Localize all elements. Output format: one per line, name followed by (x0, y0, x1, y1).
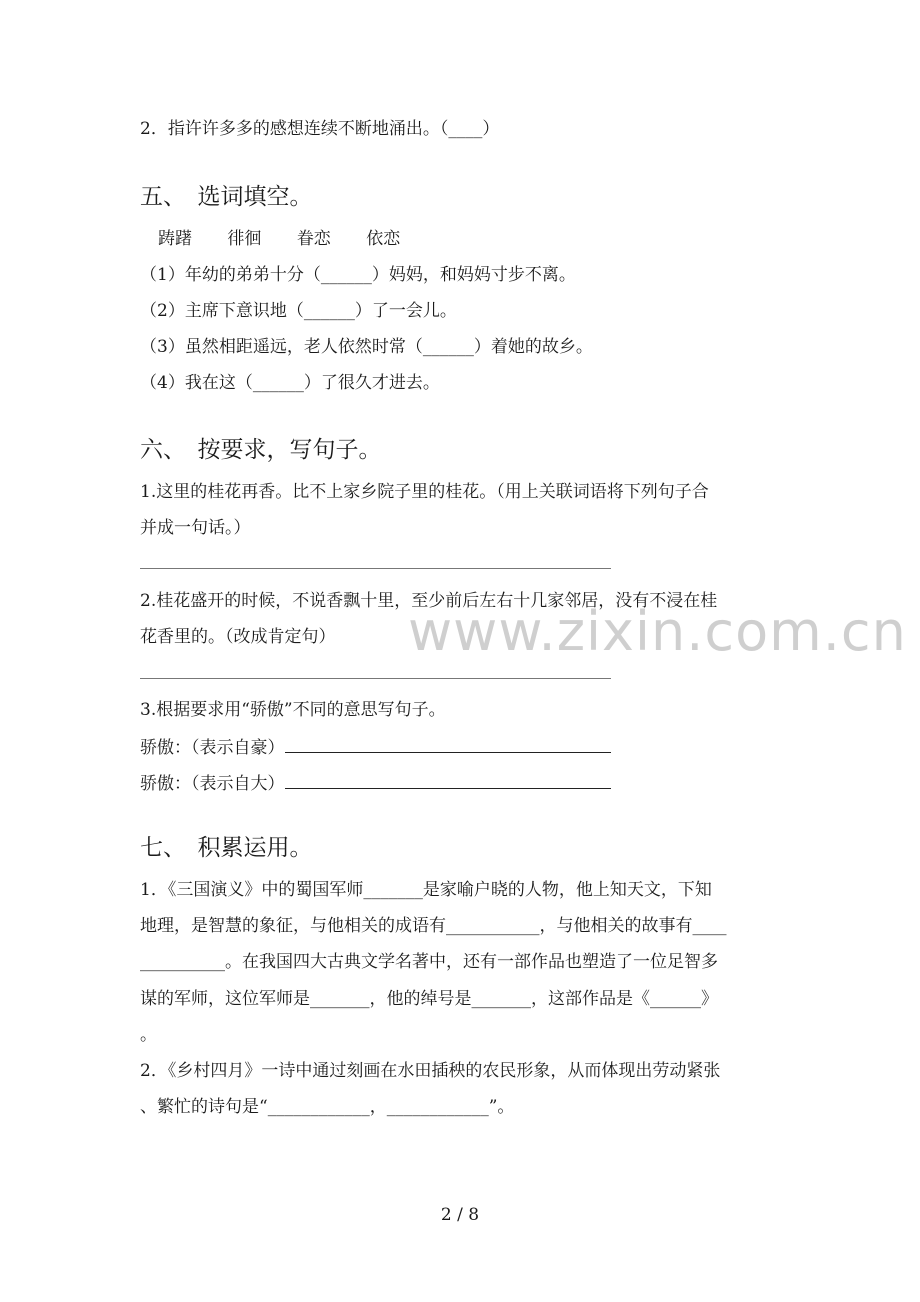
sec5-item-2: （2）主席下意识地（______）了一会儿。 (140, 301, 457, 321)
section-6-title: 六、 按要求，写句子。 (140, 437, 382, 463)
sec6-q3: 3.根据要求用“骄傲”不同的意思写句子。 (140, 700, 446, 720)
section-7-title: 七、 积累运用。 (140, 835, 313, 861)
answer-line[interactable] (140, 568, 611, 569)
sec6-q1-line2: 并成一句话。） (140, 518, 251, 538)
sec7-line-1: 1．《三国演义》中的蜀国军师_______是家喻户晓的人物，他上知天文，下知 (140, 880, 712, 900)
page-number: 2 / 8 (440, 1205, 480, 1225)
sec7-line-6: 2．《乡村四月》一诗中通过刻画在水田插秧的农民形象，从而体现出劳动紧张 (140, 1061, 721, 1081)
word-4: 依恋 (366, 229, 401, 249)
sec6-q2-line1: 2.桂花盛开的时候，不说香飘十里，至少前后左右十几家邻居，没有不浸在桂 (140, 591, 718, 611)
sec6-q3-b (140, 772, 611, 794)
sec7-line-3: __________。在我国四大古典文学名著中，还有一部作品也塑造了一位足智多 (140, 952, 718, 972)
word-1: 踌躇 (158, 229, 192, 249)
sec5-item-1: （1）年幼的弟弟十分（______）妈妈，和妈妈寸步不离。 (140, 265, 576, 285)
answer-line[interactable] (140, 678, 611, 679)
section-5-title: 五、 选词填空。 (140, 184, 313, 210)
sec6-q3-a (140, 736, 611, 758)
sec7-line-7: 、繁忙的诗句是“____________，____________”。 (140, 1097, 515, 1117)
word-3: 眷恋 (296, 229, 331, 249)
watermark: www.zixin.com.cn (408, 600, 907, 663)
sec5-item-4: （4）我在这（______）了很久才进去。 (140, 373, 440, 393)
sec6-q3-b-label: 骄傲：（表示自大） (140, 774, 285, 794)
sec6-q3-a-label: 骄傲：（表示自豪） (140, 738, 285, 758)
sec7-line-4: 谋的军师，这位军师是_______，他的绰号是_______，这部作品是《______》 (140, 989, 718, 1009)
word-bank (158, 229, 400, 249)
sec6-q2-line2: 花香里的。（改成肯定句） (140, 627, 336, 647)
sec5-item-3: （3）虽然相距遥远，老人依然时常（______）着她的故乡。 (140, 337, 593, 357)
prev-item-2: 2．指许许多多的感想连续不断地涌出。（____） (140, 119, 500, 139)
sec7-line-5: 。 (140, 1025, 157, 1045)
word-2: 徘徊 (227, 229, 262, 249)
answer-blank[interactable] (285, 772, 611, 789)
sec6-q1-line1: 1.这里的桂花再香。比不上家乡院子里的桂花。（用上关联词语将下列句子合 (140, 482, 709, 502)
answer-blank[interactable] (285, 736, 611, 753)
sec7-line-2: 地理，是智慧的象征，与他相关的成语有___________，与他相关的故事有____ (140, 916, 727, 936)
